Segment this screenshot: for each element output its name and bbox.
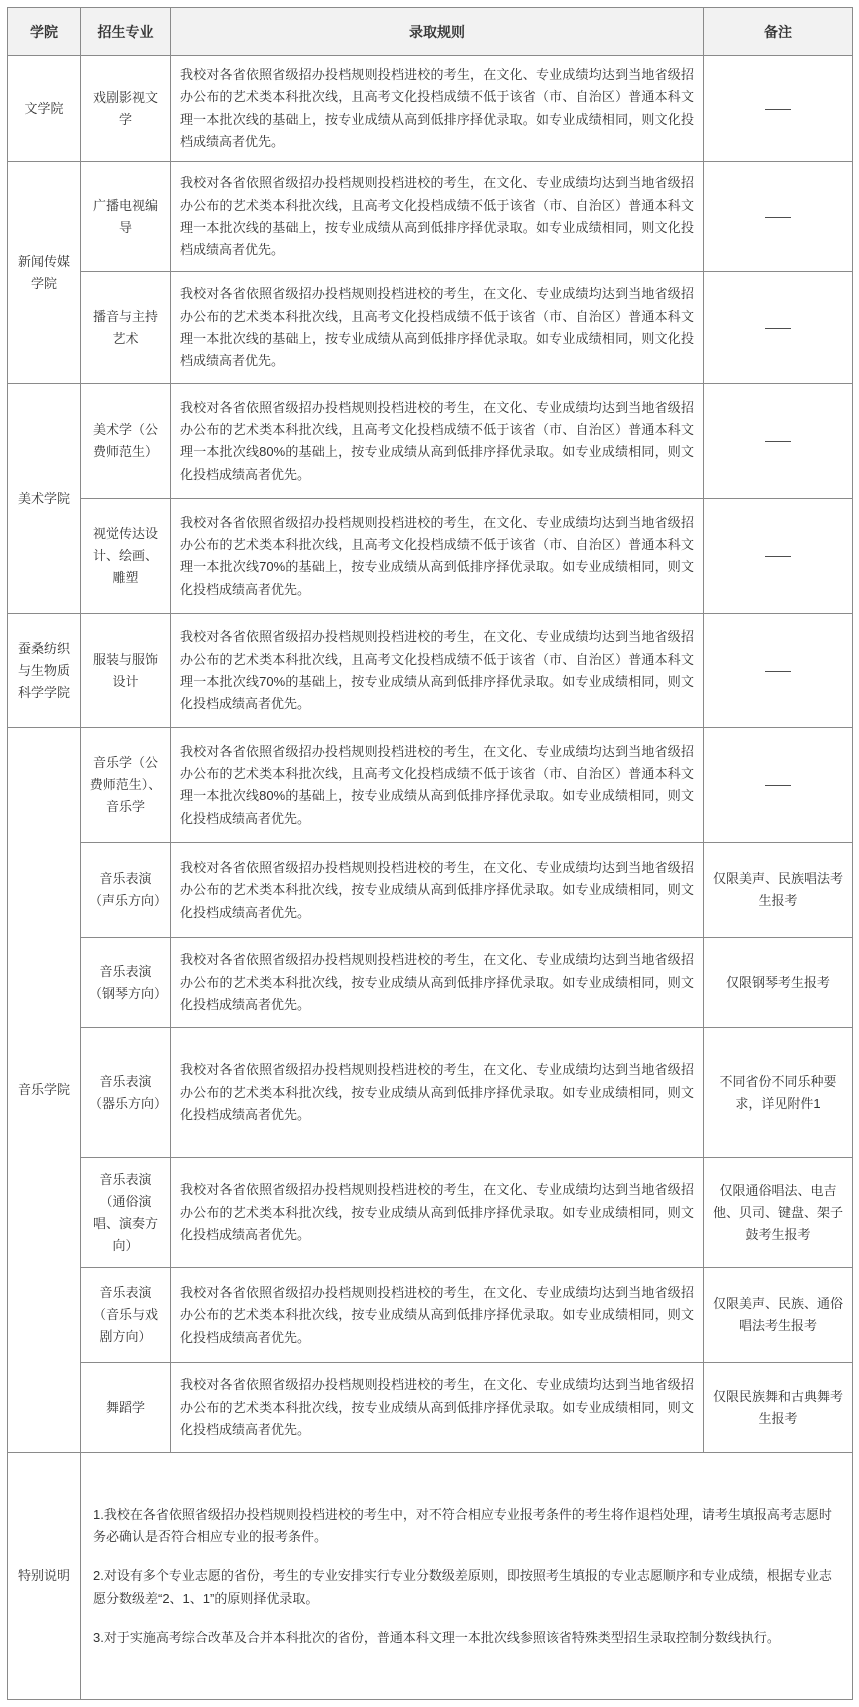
rule-cell: 我校对各省依照省级招办投档规则投档进校的考生，在文化、专业成绩均达到当地省级招办公布的艺术类本科批次线，且高考文化投档成绩不低于该省（市、自治区）普通本科文理一本批次线的基础上，按专业成绩从高到低排序择优录取。如专业成绩相同，则文化投档成绩高者优先。 — [171, 162, 704, 272]
major-cell: 音乐表演（器乐方向） — [81, 1028, 171, 1158]
rule-cell: 我校对各省依照省级招办投档规则投档进校的考生，在文化、专业成绩均达到当地省级招办公布的艺术类本科批次线，且高考文化投档成绩不低于该省（市、自治区）普通本科文理一本批次线80%的基础上，按专业成绩从高到低排序择优录取。如专业成绩相同，则文化投档成绩高者优先。 — [171, 728, 704, 843]
header-college: 学院 — [8, 8, 81, 56]
special-note-2: 2.对设有多个专业志愿的省份，考生的专业安排实行专业分数级差原则，即按照考生填报的专业志愿顺序和专业成绩，根据专业志愿分数级差“2、1、1”的原则择优录取。 — [93, 1568, 832, 1606]
college-cell: 音乐学院 — [8, 728, 81, 1453]
note-cell: —— — [704, 728, 853, 843]
admission-rules-table — [7, 7, 853, 1700]
college-cell: 蚕桑纺织与生物质科学学院 — [8, 614, 81, 728]
table-row — [8, 272, 853, 384]
major-cell: 音乐表演（通俗演唱、演奏方向） — [81, 1158, 171, 1268]
table-row — [8, 1268, 853, 1363]
header-major: 招生专业 — [81, 8, 171, 56]
major-cell: 音乐表演（音乐与戏剧方向） — [81, 1268, 171, 1363]
special-note-1: 1.我校在各省依照省级招办投档规则投档进校的考生中，对不符合相应专业报考条件的考生将作退档处理，请考生填报高考志愿时务必确认是否符合相应专业的报考条件。 — [93, 1506, 832, 1545]
rule-cell: 我校对各省依照省级招办投档规则投档进校的考生，在文化、专业成绩均达到当地省级招办公布的艺术类本科批次线，按专业成绩从高到低排序择优录取。如专业成绩相同，则文化投档成绩高者优先。 — [171, 1158, 704, 1268]
major-cell: 广播电视编导 — [81, 162, 171, 272]
rule-cell: 我校对各省依照省级招办投档规则投档进校的考生，在文化、专业成绩均达到当地省级招办公布的艺术类本科批次线，按专业成绩从高到低排序择优录取。如专业成绩相同，则文化投档成绩高者优先。 — [171, 938, 704, 1028]
rule-cell: 我校对各省依照省级招办投档规则投档进校的考生，在文化、专业成绩均达到当地省级招办公布的艺术类本科批次线，按专业成绩从高到低排序择优录取。如专业成绩相同，则文化投档成绩高者优先。 — [171, 843, 704, 938]
rule-cell: 我校对各省依照省级招办投档规则投档进校的考生，在文化、专业成绩均达到当地省级招办公布的艺术类本科批次线，且高考文化投档成绩不低于该省（市、自治区）普通本科文理一本批次线的基础上，按专业成绩从高到低排序择优录取。如专业成绩相同，则文化投档成绩高者优先。 — [171, 272, 704, 384]
note-cell: 不同省份不同乐种要求，详见附件1 — [704, 1028, 853, 1158]
college-cell: 文学院 — [8, 56, 81, 162]
table-row — [8, 728, 853, 843]
note-cell: —— — [704, 56, 853, 162]
table-row — [8, 938, 853, 1028]
table-row — [8, 499, 853, 614]
major-cell: 戏剧影视文学 — [81, 56, 171, 162]
note-cell: —— — [704, 384, 853, 499]
note-cell: 仅限民族舞和古典舞考生报考 — [704, 1363, 853, 1453]
note-cell: 仅限通俗唱法、电吉他、贝司、键盘、架子鼓考生报考 — [704, 1158, 853, 1268]
special-note-3: 3.对于实施高考综合改革及合并本科批次的省份，普通本科文理一本批次线参照该省特殊类型招生录取控制分数线执行。 — [93, 1629, 780, 1645]
table-row — [8, 1158, 853, 1268]
rule-cell: 我校对各省依照省级招办投档规则投档进校的考生，在文化、专业成绩均达到当地省级招办公布的艺术类本科批次线，且高考文化投档成绩不低于该省（市、自治区）普通本科文理一本批次线的基础上，按专业成绩从高到低排序择优录取。如专业成绩相同，则文化投档成绩高者优先。 — [171, 56, 704, 162]
rule-cell: 我校对各省依照省级招办投档规则投档进校的考生，在文化、专业成绩均达到当地省级招办公布的艺术类本科批次线，按专业成绩从高到低排序择优录取。如专业成绩相同，则文化投档成绩高者优先。 — [171, 1028, 704, 1158]
special-notes-label: 特别说明 — [8, 1453, 81, 1700]
note-cell: —— — [704, 499, 853, 614]
note-cell: 仅限美声、民族、通俗唱法考生报考 — [704, 1268, 853, 1363]
note-cell: —— — [704, 162, 853, 272]
note-cell: 仅限钢琴考生报考 — [704, 938, 853, 1028]
note-cell: —— — [704, 272, 853, 384]
note-cell: 仅限美声、民族唱法考生报考 — [704, 843, 853, 938]
major-cell: 音乐表演（钢琴方向） — [81, 938, 171, 1028]
table-row — [8, 614, 853, 728]
major-cell: 音乐学（公费师范生）、音乐学 — [81, 728, 171, 843]
rule-cell: 我校对各省依照省级招办投档规则投档进校的考生，在文化、专业成绩均达到当地省级招办公布的艺术类本科批次线，且高考文化投档成绩不低于该省（市、自治区）普通本科文理一本批次线70%的基础上，按专业成绩从高到低排序择优录取。如专业成绩相同，则文化投档成绩高者优先。 — [171, 499, 704, 614]
rule-cell: 我校对各省依照省级招办投档规则投档进校的考生，在文化、专业成绩均达到当地省级招办公布的艺术类本科批次线，按专业成绩从高到低排序择优录取。如专业成绩相同，则文化投档成绩高者优先。 — [171, 1268, 704, 1363]
college-cell: 美术学院 — [8, 384, 81, 614]
table-row — [8, 1363, 853, 1453]
header-row — [8, 8, 853, 56]
special-notes-cell — [81, 1453, 853, 1700]
table-row — [8, 843, 853, 938]
rule-cell: 我校对各省依照省级招办投档规则投档进校的考生，在文化、专业成绩均达到当地省级招办公布的艺术类本科批次线，且高考文化投档成绩不低于该省（市、自治区）普通本科文理一本批次线70%的基础上，按专业成绩从高到低排序择优录取。如专业成绩相同，则文化投档成绩高者优先。 — [171, 614, 704, 728]
special-notes-row — [8, 1453, 853, 1700]
major-cell: 播音与主持艺术 — [81, 272, 171, 384]
major-cell: 音乐表演（声乐方向） — [81, 843, 171, 938]
rule-cell: 我校对各省依照省级招办投档规则投档进校的考生，在文化、专业成绩均达到当地省级招办公布的艺术类本科批次线，且高考文化投档成绩不低于该省（市、自治区）普通本科文理一本批次线80%的基础上，按专业成绩从高到低排序择优录取。如专业成绩相同，则文化投档成绩高者优先。 — [171, 384, 704, 499]
table-row — [8, 1028, 853, 1158]
college-cell: 新闻传媒学院 — [8, 162, 81, 384]
header-note: 备注 — [704, 8, 853, 56]
note-cell: —— — [704, 614, 853, 728]
table-row — [8, 384, 853, 499]
major-cell: 视觉传达设计、绘画、雕塑 — [81, 499, 171, 614]
major-cell: 舞蹈学 — [81, 1363, 171, 1453]
table-row — [8, 56, 853, 162]
header-rule: 录取规则 — [171, 8, 704, 56]
table-row — [8, 162, 853, 272]
major-cell: 美术学（公费师范生） — [81, 384, 171, 499]
rule-cell: 我校对各省依照省级招办投档规则投档进校的考生，在文化、专业成绩均达到当地省级招办公布的艺术类本科批次线，按专业成绩从高到低排序择优录取。如专业成绩相同，则文化投档成绩高者优先。 — [171, 1363, 704, 1453]
major-cell: 服装与服饰设计 — [81, 614, 171, 728]
